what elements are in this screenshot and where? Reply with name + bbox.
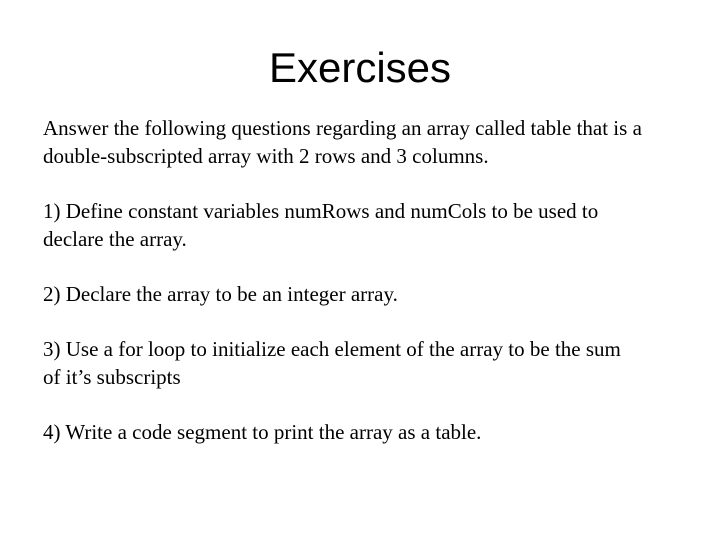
exercise-item-1: 1) Define constant variables numRows and numCols to be used to declare the array. (43, 199, 599, 251)
exercise-item-3: 3) Use a for loop to initialize each element of the array to be the sum of it’s subscripts (43, 337, 621, 389)
exercise-item-4: 4) Write a code segment to print the array as a table. (43, 420, 482, 444)
exercise-item-2: 2) Declare the array to be an integer array. (43, 282, 398, 306)
slide-title: Exercises (268, 44, 452, 91)
intro-paragraph: Answer the following questions regarding an array called table that is a double-subscripted array with 2 rows and 3 columns. (43, 116, 642, 168)
slide-body (43, 114, 643, 446)
